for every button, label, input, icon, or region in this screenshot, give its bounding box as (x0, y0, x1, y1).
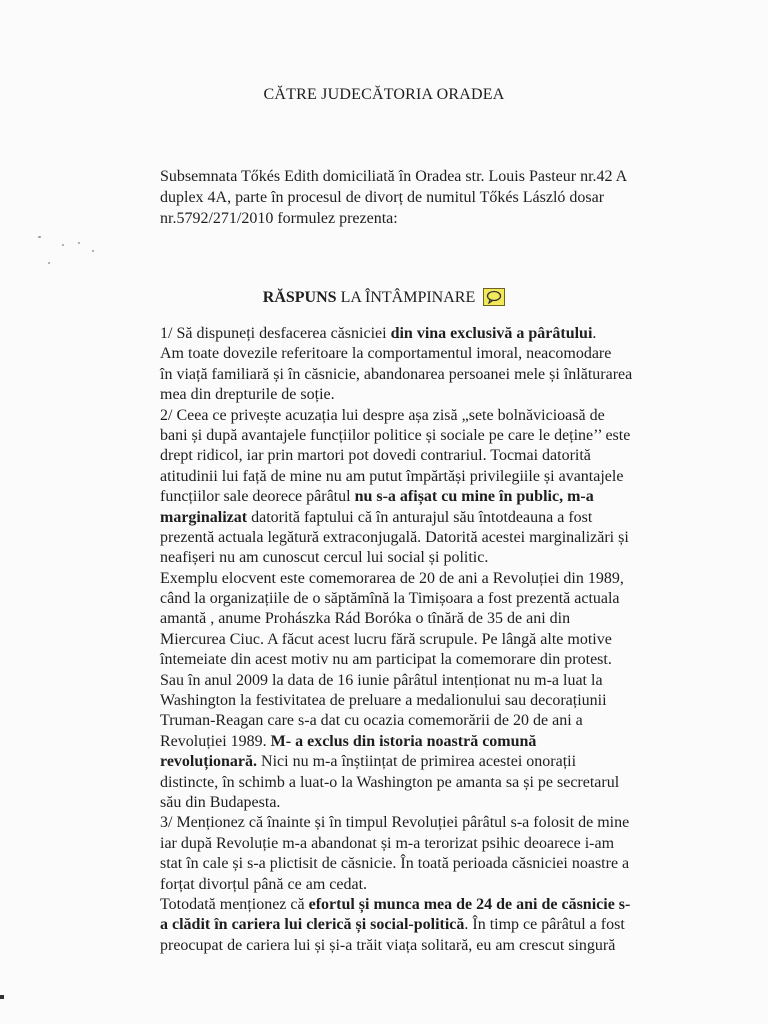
body-line (160, 324, 720, 344)
body-text: preocupat de cariera lui și și-a trăit viața solitară, eu am crescut singură (160, 936, 616, 954)
court-heading: CĂTRE JUDECĂTORIA ORADEA (263, 86, 505, 103)
body-line (160, 467, 720, 487)
body-bold-text: revoluționară. (160, 753, 258, 771)
scan-speck (78, 242, 80, 244)
body-text: 1/ Să dispuneți desfacerea căsniciei (160, 325, 391, 342)
body-text: forțat divorțul până ce am cedat. (160, 875, 368, 893)
body-line (160, 426, 720, 446)
body-text: funcțiilor sale deorece pârâtul (160, 488, 355, 506)
title-rest: LA ÎNTÂMPINARE (336, 289, 476, 306)
body-text: când la organizațiile de o săptămînă la Timișoara a fost prezentă actuala (160, 590, 620, 608)
body-text: . În timp ce pârâtul a fost (464, 916, 625, 934)
body-bold-text: din vina exclusivă a pârâtului (390, 325, 593, 342)
scan-speck (48, 262, 50, 264)
body-line (160, 446, 720, 466)
body-line (160, 936, 720, 956)
body-line (160, 793, 720, 813)
body-bold-text: nu s-a afișat cu mine în public, m-a (354, 488, 594, 506)
scan-speck (38, 236, 41, 238)
body-bold-text: marginalizat (160, 508, 248, 526)
body-line (160, 773, 720, 793)
body-text: Exemplu elocvent este comemorarea de 20 de ani a Revoluției din 1989, (160, 569, 624, 587)
body-line (160, 609, 720, 629)
body-text: prezentă actuala legătură extraconjugală. Datorită acestei marginalizări și (160, 528, 629, 546)
body-line (160, 915, 720, 935)
response-body (160, 324, 720, 956)
body-text: bani și după avantajele funcțiilor politice și sociale pe care le deține’’ este (160, 426, 631, 444)
body-bold-text: efortul și munca mea de 24 de ani de căsnicie s- (308, 895, 631, 913)
body-line (160, 528, 720, 548)
body-text: în viață familiară și în căsnicie, abandonarea persoanei mele și înlăturarea (160, 365, 633, 383)
body-text: Truman-Reagan care s-a dat cu ocazia comemorării de 20 de ani a (160, 712, 583, 730)
body-line (160, 813, 720, 833)
body-text: distincte, în schimb a luat-o la Washington pe amanta sa și pe secretarul (160, 773, 620, 791)
body-text: Sau în anul 2009 la data de 16 iunie pârâtul intenționat nu m-a luat la (160, 671, 603, 689)
body-text: 3/ Menționez că înainte și în timpul Revoluției pârâtul s-a folosit de mine (160, 814, 630, 832)
body-line (160, 508, 720, 528)
body-text: Nici nu m-a înștiințat de primirea acestei onorații (257, 753, 577, 771)
body-line (160, 691, 720, 711)
body-line (160, 854, 720, 874)
body-bold-text: M- a exclus din istoria noastră comună (270, 732, 537, 750)
body-line (160, 385, 720, 405)
body-text: . (592, 325, 597, 342)
title-bold-word: RĂSPUNS (262, 289, 337, 306)
body-line (160, 752, 720, 772)
body-line (160, 365, 720, 385)
intro-line: duplex 4A, parte în procesul de divorț de numitul Tőkés László dosar (160, 189, 605, 206)
body-line (160, 895, 720, 915)
body-text: stat în cale și s-a plictisit de căsnicie. În toată perioada căsniciei noastre a (160, 855, 630, 873)
body-text: Totodată menționez că (160, 895, 309, 913)
body-text: său din Budapesta. (160, 793, 281, 811)
intro-paragraph (160, 166, 720, 229)
body-line (160, 630, 720, 650)
body-text: datorită faptului că în anturajul său întotdeauna a fost (247, 508, 593, 526)
intro-line: Subsemnata Tőkés Edith domiciliată în Oradea str. Louis Pasteur nr.42 A (160, 168, 628, 185)
body-line (160, 548, 720, 568)
body-text: Revoluției 1989. (160, 732, 271, 750)
body-text: Am toate dovezile referitoare la comportamentul imoral, neacomodare (160, 345, 612, 363)
body-text: 2/ Ceea ce privește acuzația lui despre așa zisă „sete bolnăvicioasă de (160, 406, 605, 424)
body-line (160, 650, 720, 670)
body-line (160, 487, 720, 507)
body-text: Miercurea Ciuc. A făcut acest lucru fără scrupule. Pe lângă alte motive (160, 630, 612, 648)
body-line (160, 406, 720, 426)
scan-mark (0, 995, 4, 999)
body-text: Washington la festivitatea de preluare a medalionului sau decorațiunii (160, 692, 607, 710)
body-text: drept ridicol, iar prin martori pot dovedi contrariul. Tocmai datorită (160, 447, 591, 465)
body-text: atitudinii lui față de mine nu am putut împărtăși privilegiile și avantajele (160, 467, 624, 485)
body-text: neafișeri nu am cunoscut cercul lui social și politic. (160, 549, 489, 567)
body-line (160, 711, 720, 731)
body-line (160, 732, 720, 752)
scan-speck (62, 244, 64, 246)
body-text: mea din drepturile de soție. (160, 386, 335, 404)
body-line (160, 344, 720, 364)
intro-line: nr.5792/271/2010 formulez prezenta: (160, 210, 398, 227)
comment-icon[interactable] (483, 288, 505, 306)
body-text: iar după Revoluție m-a abandonat și m-a terorizat psihic deoarece i-am (160, 834, 615, 852)
body-line (160, 875, 720, 895)
body-line (160, 569, 720, 589)
body-line (160, 834, 720, 854)
body-text: întemeiate din acest motiv nu am participat la comemorare din protest. (160, 651, 612, 669)
scan-speck (92, 250, 94, 252)
document-title (0, 288, 768, 307)
body-text: amantă , anume Prohászka Rád Boróka o tînără de 35 de ani din (160, 610, 571, 628)
body-line (160, 589, 720, 609)
body-line (160, 671, 720, 691)
body-bold-text: a clădit în cariera lui clerică și social-politică (160, 916, 465, 934)
